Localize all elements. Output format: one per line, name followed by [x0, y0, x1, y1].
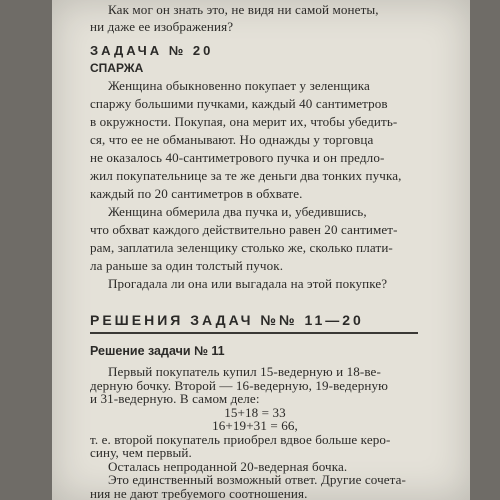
text-line: Как мог он знать это, не видя ни самой монеты,	[108, 2, 379, 17]
text-line: Осталась непроданной 20-ведерная бочка.	[108, 458, 348, 474]
text-line: Женщина обмерила два пучка и, убедившись,	[108, 204, 367, 219]
book-page	[52, 0, 470, 500]
equation-line: 15+18 = 33	[224, 404, 286, 420]
text-line: Первый покупатель купил 15-ведерную и 18-ве-	[108, 364, 381, 379]
text-line: жил покупательнице за те же деньги два тонких пучка,	[90, 168, 402, 183]
text-line: ния не дают требуемого соотношения.	[90, 486, 308, 500]
text-line: т. е. второй покупатель приобрел вдвое больше керо-	[90, 431, 391, 447]
solution-heading: Решение задачи № 11	[90, 344, 225, 358]
text-line: не оказалось 40-сантиметрового пучка и он предло-	[90, 150, 385, 165]
text-line: сину, чем первый.	[90, 445, 192, 461]
text-line: каждый по 20 сантиметров в обхвате.	[90, 186, 303, 201]
text-line: Прогадала ли она или выгадала на этой покупке?	[108, 276, 388, 291]
task-heading: ЗАДАЧА № 20	[90, 43, 214, 58]
text-line: спаржу большими пучками, каждый 40 сантиметров	[90, 96, 388, 111]
text-line: и 31-ведерную. В самом деле:	[90, 391, 260, 407]
task-subtitle: СПАРЖА	[90, 61, 144, 75]
text-line: что обхват каждого действительно равен 20 сантимет-	[90, 222, 398, 237]
text-line: в окружности. Покупая, она мерит их, чтобы убедить-	[90, 114, 398, 129]
text-line: ся, что ее не обманывают. Но однажды у торговца	[90, 132, 374, 147]
section-heading: РЕШЕНИЯ ЗАДАЧ №№ 11—20	[90, 312, 364, 328]
section-divider	[90, 332, 418, 334]
text-line: ни даже ее изображения?	[90, 19, 234, 34]
text-line: ла раньше за один толстый пучок.	[90, 258, 284, 273]
text-line: дерную бочку. Второй — 16-ведерную, 19-ведерную	[90, 377, 388, 393]
text-line: Женщина обыкновенно покупает у зеленщика	[108, 78, 370, 93]
text-line: рам, заплатила зеленщику столько же, сколько плати-	[90, 240, 393, 255]
text-line: Это единственный возможный ответ. Другие сочета-	[108, 472, 407, 488]
equation-line: 16+19+31 = 66,	[212, 418, 298, 434]
